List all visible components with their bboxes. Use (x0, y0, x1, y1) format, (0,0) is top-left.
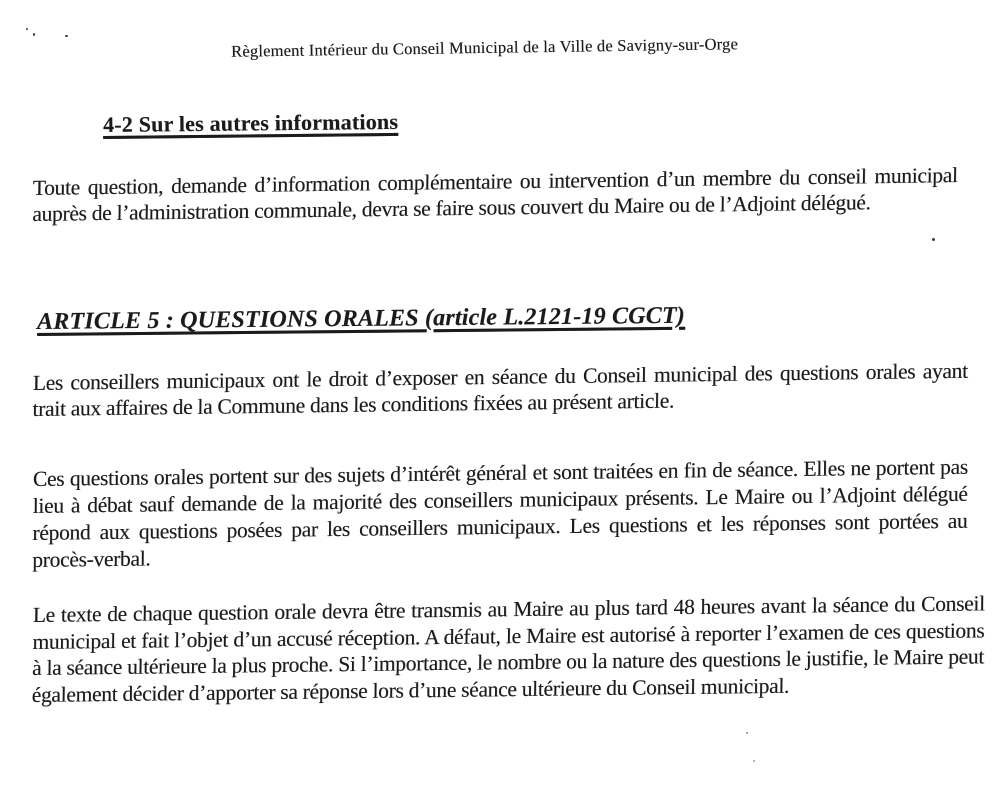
article-5-heading: ARTICLE 5 : QUESTIONS ORALES (article L.2121-19 CGCT) (36, 302, 686, 335)
article-5-paragraph-3: Le texte de chaque question orale devra être transmis au Maire au plus tard 48 heures avant la séance du Conseil municipal et fait l’objet d’un accusé réception. A défaut, le Maire est autorisé à reporter l’examen de ces questions à la séance ultérieure la plus proche. Si l’importance, le nombre ou la nature des questions le justifie, le Maire peut également décider d’apporter sa réponse lors d’une séance ultérieure du Conseil municipal. (31, 591, 985, 707)
section-paragraph: Toute question, demande d’information complémentaire ou intervention d’un membre du conseil municipal auprès de l’administration communale, devra se faire sous couvert du Maire ou de l’Adjoint délégué. (32, 163, 958, 227)
scan-speck (932, 238, 935, 241)
article-5-paragraph-2: Ces questions orales portent sur des sujets d’intérêt général et sont traitées en fin de séance. Elles ne portent pas lieu à débat sauf demande de la majorité des conseillers municipaux présents. Le Maire ou l’Adjoint délégué répond aux questions posées par les conseillers municipaux. Les questions et les réponses sont portées au procès-verbal. (32, 454, 968, 573)
document-header-title: Règlement Intérieur du Conseil Municipal de la Ville de Savigny-sur-Orge (230, 34, 739, 61)
article-5-paragraph-1: Les conseillers municipaux ont le droit d’exposer en séance du Conseil municipal des questions orales ayant trait aux affaires de la Commune dans les conditions fixées au présent article. (32, 358, 968, 422)
scan-speck (65, 35, 68, 37)
section-heading-4-2: 4-2 Sur les autres informations (102, 108, 399, 137)
scan-speck (26, 28, 28, 30)
scan-speck (753, 760, 755, 762)
scan-speck (746, 732, 748, 734)
scan-speck (545, 604, 547, 606)
scan-speck (33, 33, 35, 36)
